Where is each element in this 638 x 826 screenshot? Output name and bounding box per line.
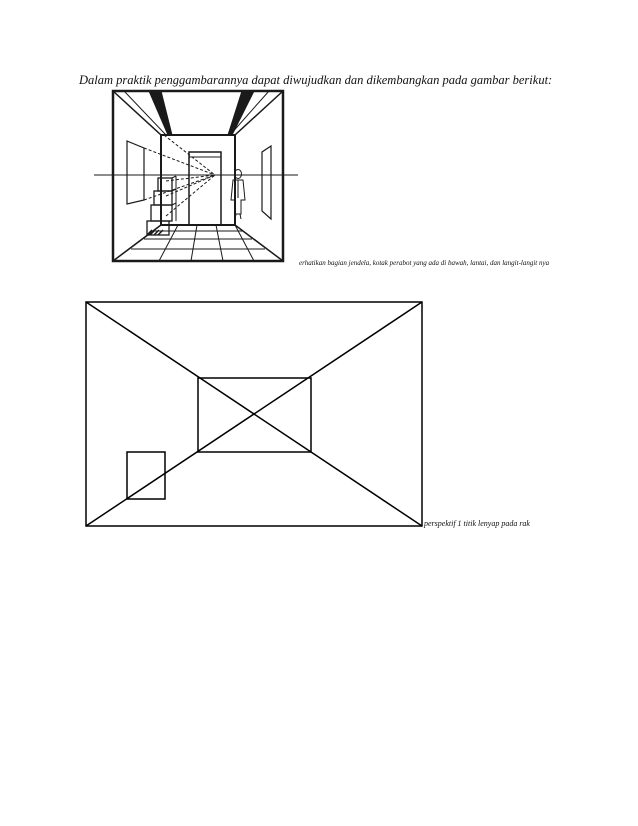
intro-text: Dalam praktik penggambarannya dapat diwujudkan dan dikembangkan pada gambar berikut:	[79, 73, 553, 87]
one-point-perspective-diagram	[84, 299, 426, 529]
person-figure	[231, 170, 245, 220]
shelf-rectangle	[127, 452, 165, 499]
room-perspective-drawing	[94, 88, 298, 264]
figure1-caption: erhatikan bagian jendela, kotak perabot yang ada di bawah, lantai, dan langit-langit nya	[299, 259, 550, 267]
figure2-caption: perspektif 1 titik lenyap pada rak	[424, 519, 530, 528]
